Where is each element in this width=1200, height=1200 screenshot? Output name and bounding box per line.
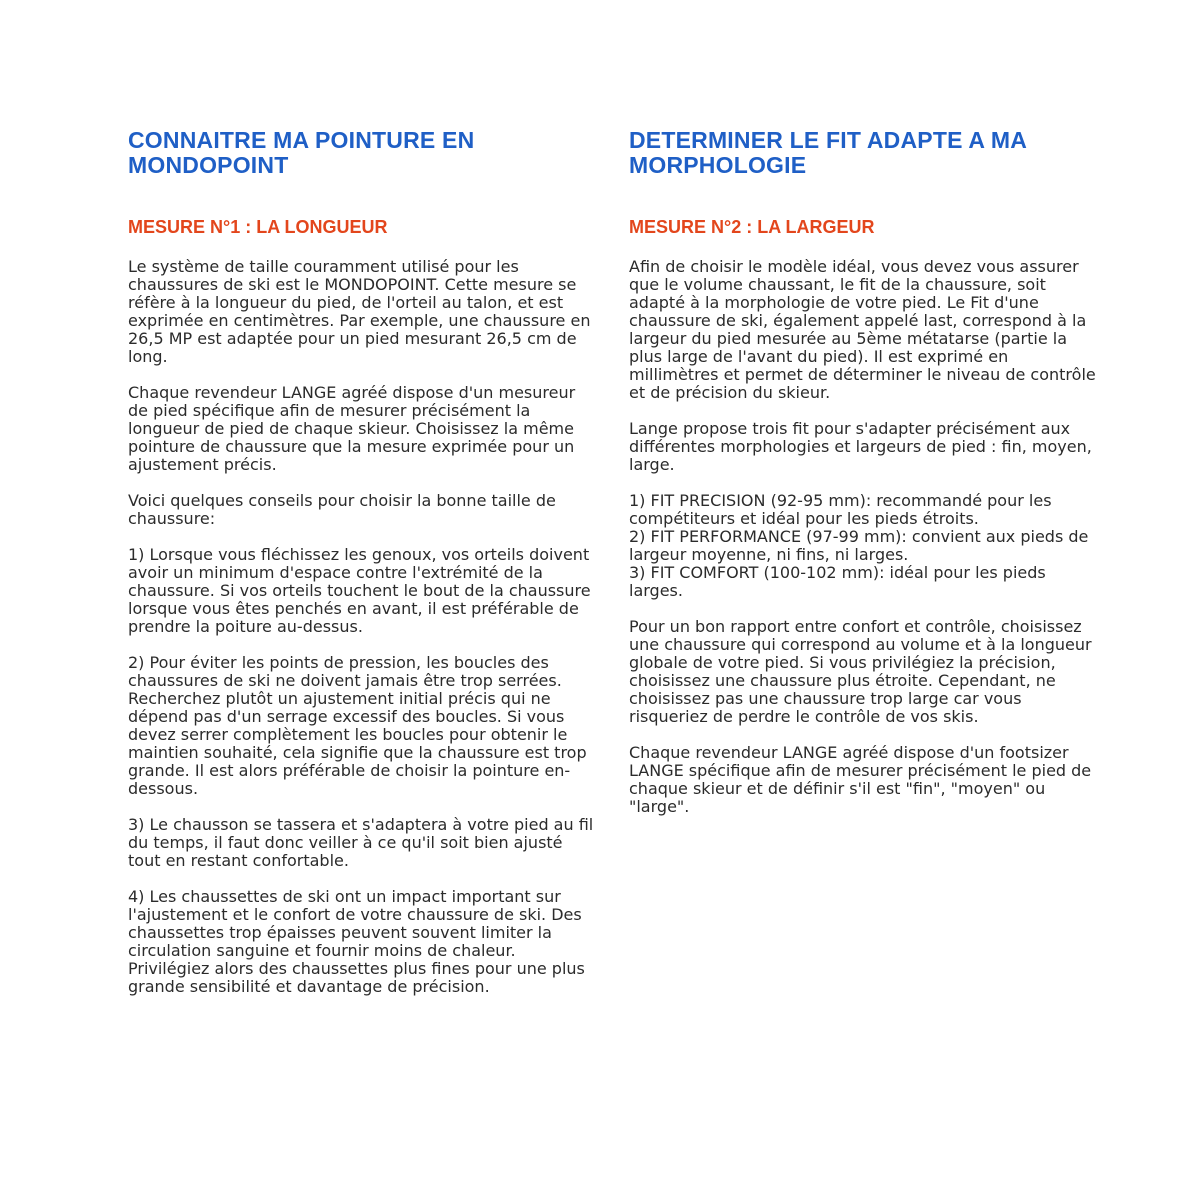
paragraph-tip-3: 3) Le chausson se tassera et s'adaptera à votre pied au fil du temps, il faut donc veiller à ce qu'il soit bien ajusté tout en restant confortable. (128, 815, 594, 870)
mondopoint-paragraphs (128, 258, 598, 996)
subtitle-width-measure: MESURE N°2 : LA LARGEUR (629, 217, 875, 237)
fit-paragraphs (629, 258, 1099, 816)
section-title-fit: DETERMINER LE FIT ADAPTE A MA MORPHOLOGIE (629, 127, 1027, 178)
paragraph-footsizer: Chaque revendeur LANGE agréé dispose d'un footsizer LANGE spécifique afin de mesurer précisément le pied de chaque skieur et de définir s'il est "fin", "moyen" ou "large". (629, 743, 1092, 816)
paragraph-tip-1: 1) Lorsque vous fléchissez les genoux, vos orteils doivent avoir un minimum d'espace contre l'extrémité de la chaussure. Si vos orteils touchent le bout de la chaussure lorsque vous êtes penchés en avant, il est préférable de prendre la poiture au-dessus. (128, 545, 591, 636)
paragraph-system-intro: Le système de taille couramment utilisé pour les chaussures de ski est le MONDOPOINT. Cette mesure se réfère à la longueur du pied, de l'orteil au talon, et est exprimée en centimètres. Par exemple, une chaussure en 26,5 MP est adaptée pour un pied mesurant 26,5 cm de long. (128, 257, 591, 366)
section-title-mondopoint: CONNAITRE MA POINTURE EN MONDOPOINT (128, 127, 475, 178)
paragraph-tip-2: 2) Pour éviter les points de pression, les boucles des chaussures de ski ne doivent jamais être trop serrées. Recherchez plutôt un ajustement initial précis qui ne dépend pas d'un serrage excessif des boucles. Si vous devez serrer complètement les boucles pour obtenir le maintien souhaité, cela signifie que la chaussure est trop grande. Il est alors préférable de choisir la pointure en-dessous. (128, 653, 587, 798)
mondopoint-section (128, 128, 598, 1014)
subtitle-length-measure: MESURE N°1 : LA LONGUEUR (128, 217, 388, 237)
paragraph-retailer-measure: Chaque revendeur LANGE agréé dispose d'un mesureur de pied spécifique afin de mesurer précisément la longueur de pied de chaque skieur. Choisissez la même pointure de chaussure que la mesure exprimée pour un ajustement précis. (128, 383, 576, 474)
paragraph-three-fits: Lange propose trois fit pour s'adapter précisément aux différentes morphologies et largeurs de pied : fin, moyen, large. (629, 419, 1092, 474)
paragraph-fit-intro: Afin de choisir le modèle idéal, vous devez vous assurer que le volume chaussant, le fit de la chaussure, soit adapté à la morphologie de votre pied. Le Fit d'une chaussure de ski, également appelé last, correspond à la largeur du pied mesurée au 5ème métatarse (partie la plus large de l'avant du pied). Il est exprimé en millimètres et permet de déterminer le niveau de contrôle et de précision du skieur. (629, 257, 1096, 402)
paragraph-tip-4: 4) Les chaussettes de ski ont un impact important sur l'ajustement et le confort de votre chaussure de ski. Des chaussettes trop épaisses peuvent souvent limiter la circulation sanguine et fournir moins de chaleur. Privilégiez alors des chaussettes plus fines pour une plus grande sensibilité et davantage de précision. (128, 887, 585, 996)
paragraph-tips-intro: Voici quelques conseils pour choisir la bonne taille de chaussure: (128, 491, 556, 528)
fit-section (629, 128, 1099, 834)
paragraph-comfort-control: Pour un bon rapport entre confort et contrôle, choisissez une chaussure qui correspond au volume et à la longueur globale de votre pied. Si vous privilégiez la précision, choisissez une chaussure plus étroite. Cependant, ne choisissez pas une chaussure trop large car vous risqueriez de perdre le contrôle de vos skis. (629, 617, 1092, 726)
paragraph-fit-list: 1) FIT PRECISION (92-95 mm): recommandé pour les compétiteurs et idéal pour les pieds étroits. 2) FIT PERFORMANCE (97-99 mm): convient aux pieds de largeur moyenne, ni fins, ni larges. 3) FIT COMFORT (100-102 mm): idéal pour les pieds larges. (629, 491, 1089, 600)
